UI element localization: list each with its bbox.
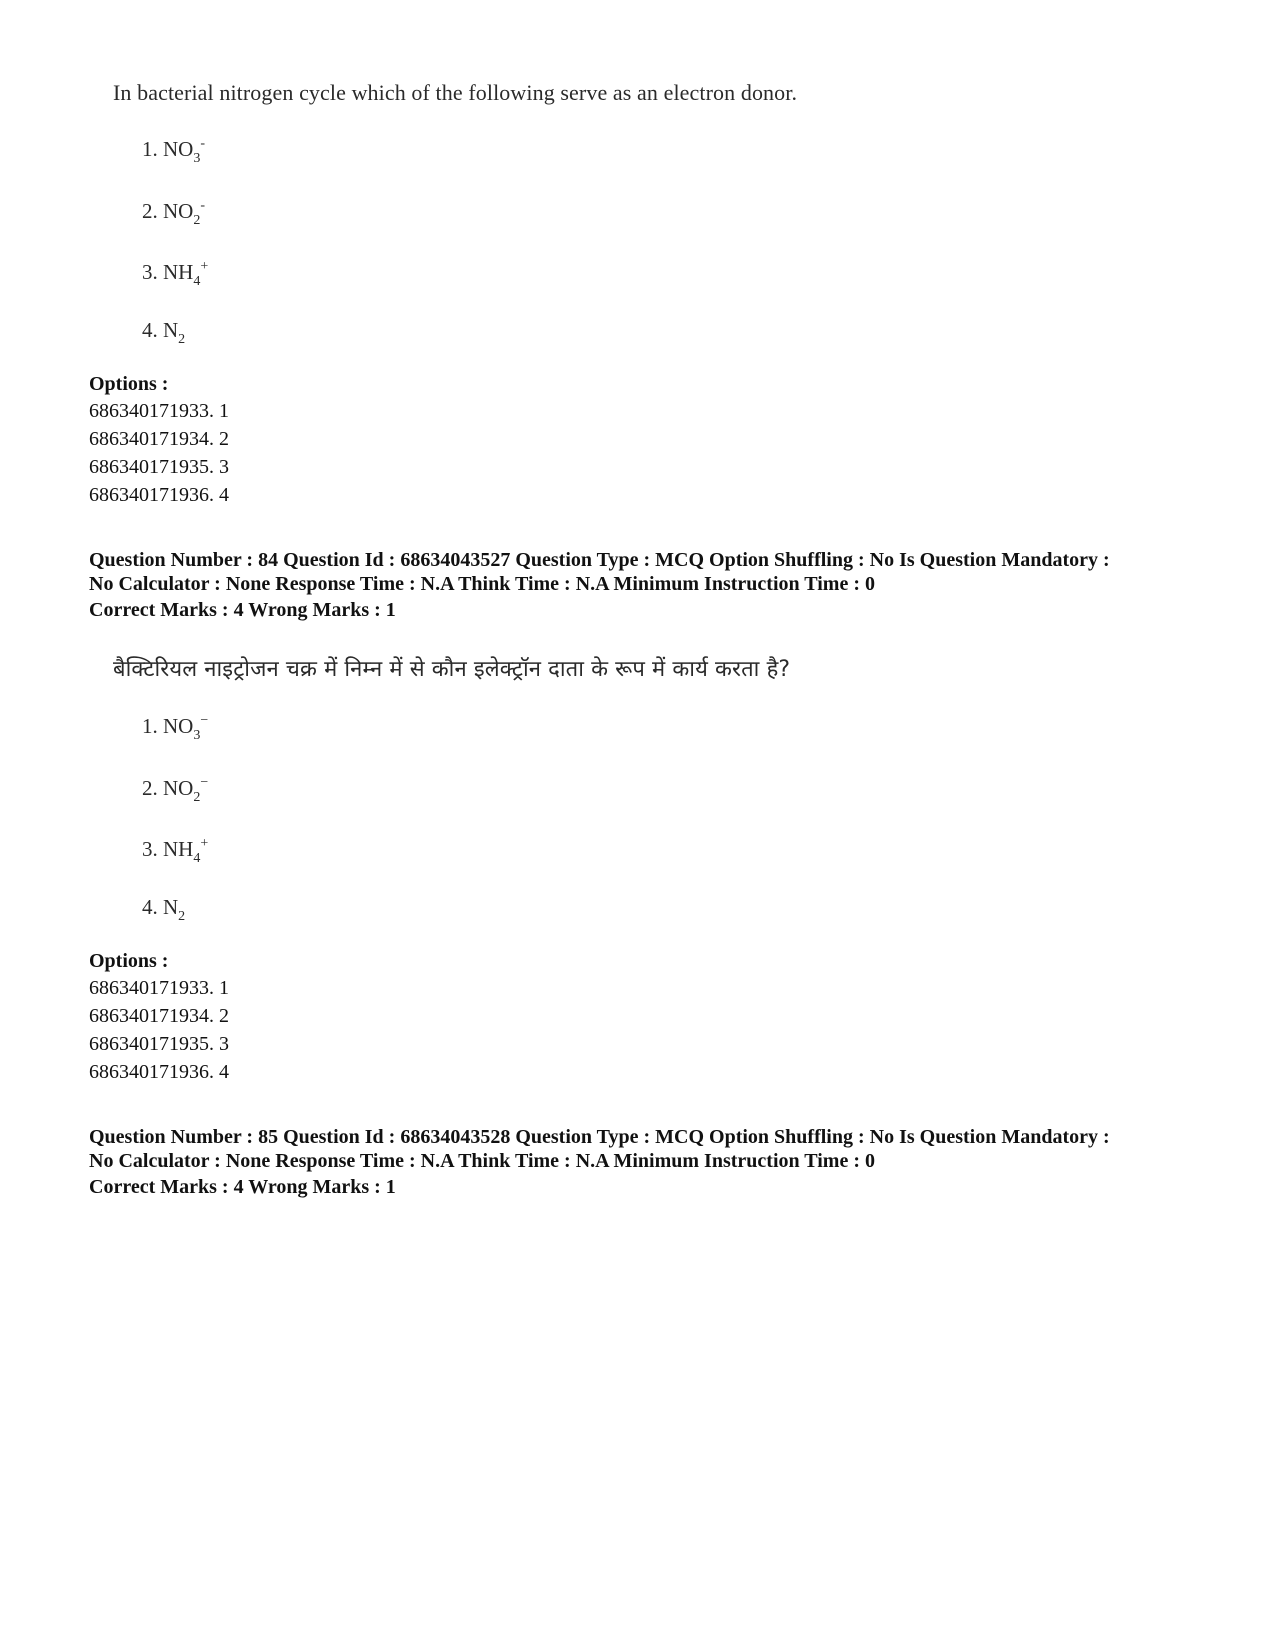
question-text-83: In bacterial nitrogen cycle which of the following serve as an electron donor.	[113, 80, 798, 105]
choice-1-q83: 1. $NO_3^-$	[142, 136, 206, 166]
option-line-q84-3: 686340171935. 3	[89, 1033, 229, 1055]
choice-2-q84: 2. $NO_2^-$	[142, 775, 209, 805]
option-line-q84-1: 686340171933. 1	[89, 977, 229, 999]
choice-4-q83: 4. $N_2$	[142, 318, 186, 347]
choice-3-q83: 3. $NH_4^+$	[142, 259, 209, 289]
question-meta-85: Question Number : 85 Question Id : 68634043528 Question Type : MCQ Option Shuffling : No Is Question Mandatory : No Calculator : None Response Time : N.A Think Time : N.A Minimum Instruction Time : 0	[89, 1126, 1110, 1172]
option-line-q83-1: 686340171933. 1	[89, 400, 229, 422]
options-heading-q84: Options :	[89, 950, 169, 972]
option-line-q83-4: 686340171936. 4	[89, 484, 229, 506]
choice-3-q84: 3. $NH_4^+$	[142, 836, 209, 866]
question-meta-84: Question Number : 84 Question Id : 68634043527 Question Type : MCQ Option Shuffling : No Is Question Mandatory : No Calculator : None Response Time : N.A Think Time : N.A Minimum Instruction Time : 0	[89, 549, 1110, 595]
choice-2-q83: 2. $NO_2^-$	[142, 198, 206, 228]
option-line-q84-4: 686340171936. 4	[89, 1061, 229, 1083]
option-line-q83-3: 686340171935. 3	[89, 456, 229, 478]
question-marks-85: Correct Marks : 4 Wrong Marks : 1	[89, 1176, 396, 1198]
choice-4-q84: 4. $N_2$	[142, 895, 186, 924]
question-marks-84: Correct Marks : 4 Wrong Marks : 1	[89, 599, 396, 621]
question-text-84: बैक्टिरियल नाइट्रोजन चक्र में निम्न में से कौन इलेक्ट्रॉन दाता के रूप में कार्य करता है?	[113, 657, 791, 682]
options-heading-q83: Options :	[89, 373, 169, 395]
choice-1-q84: 1. $NO_3^-$	[142, 713, 209, 743]
option-line-q84-2: 686340171934. 2	[89, 1005, 229, 1027]
option-line-q83-2: 686340171934. 2	[89, 428, 229, 450]
